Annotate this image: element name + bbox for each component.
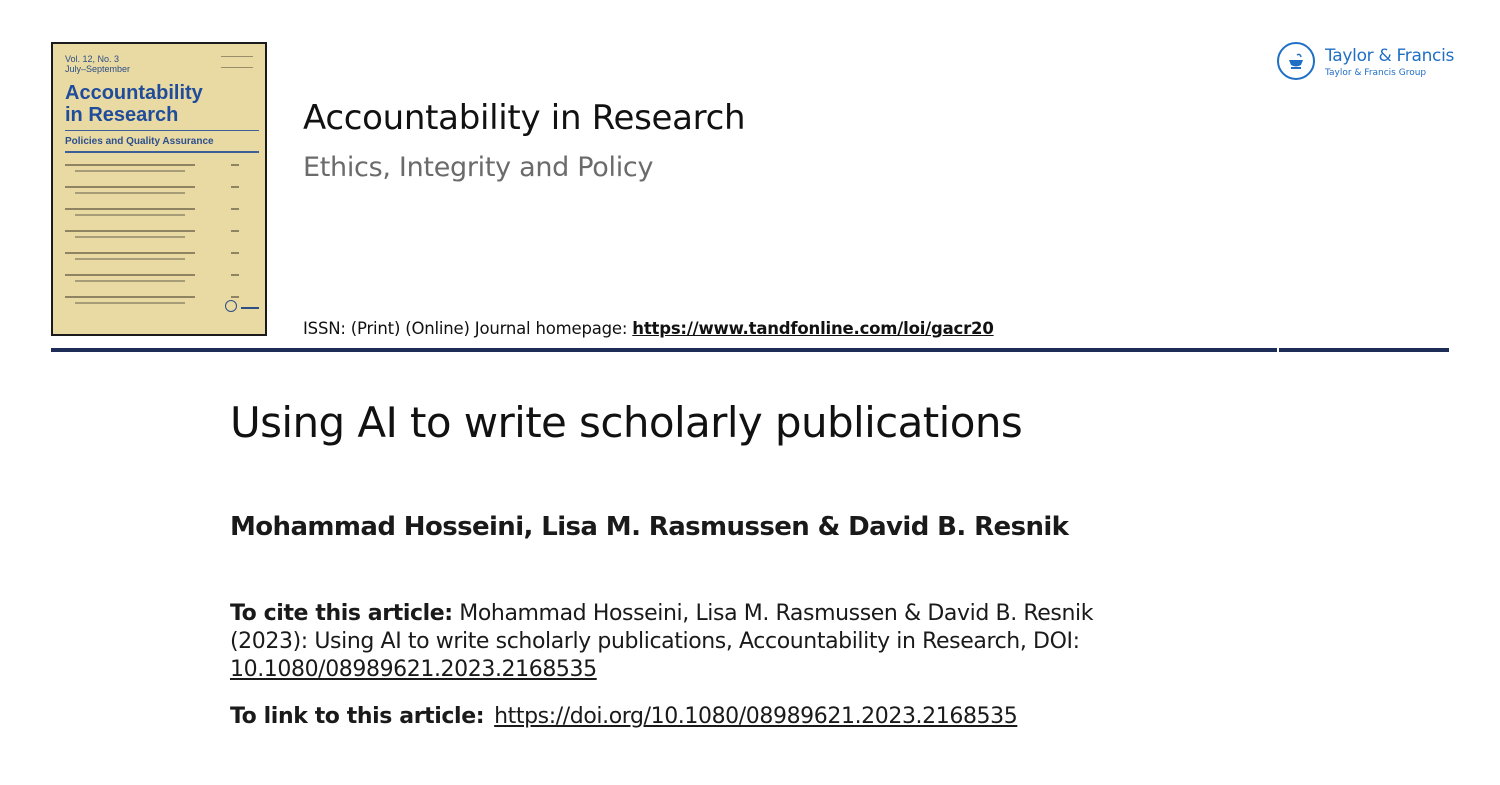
publisher-lamp-icon <box>1277 42 1315 80</box>
cover-rule <box>65 151 259 153</box>
cover-contents-entry <box>65 162 257 181</box>
article-title: Using AI to write scholarly publications <box>230 398 1023 447</box>
publisher-group: Taylor & Francis Group <box>1325 68 1427 78</box>
cover-title-line-2: in Research <box>65 104 179 126</box>
issn-line <box>303 319 994 338</box>
issn-label: ISSN: (Print) (Online) Journal homepage: <box>303 319 633 338</box>
cover-rule <box>65 130 259 131</box>
cover-issue-date: July–September <box>65 64 131 74</box>
cover-meta-lines <box>221 56 253 68</box>
cover-title-line-1: Accountability <box>65 82 203 104</box>
article-link-line <box>230 704 1017 729</box>
article-doi-link[interactable]: https://doi.org/10.1080/08989621.2023.2168535 <box>494 704 1018 729</box>
article-authors: Mohammad Hosseini, Lisa M. Rasmussen & David B. Resnik <box>230 512 1069 542</box>
cover-publisher-icon <box>225 300 237 312</box>
citation-block <box>230 600 1130 684</box>
cover-publisher-mark <box>241 307 259 309</box>
publisher-name: Taylor & Francis <box>1325 46 1455 66</box>
link-label: To link to this article: <box>230 704 485 729</box>
journal-title: Accountability in Research <box>303 98 746 138</box>
cover-contents-entry <box>65 184 257 203</box>
cite-label: To cite this article: <box>230 601 453 626</box>
journal-subtitle: Ethics, Integrity and Policy <box>303 152 654 183</box>
cover-contents-entry <box>65 250 257 269</box>
cover-title <box>65 82 260 126</box>
cite-text: Mohammad Hosseini, Lisa M. Rasmussen & David B. Resnik (2023): Using AI to write scholarly publications, Accountability in Research, DOI: <box>230 601 1094 654</box>
journal-cover <box>51 42 267 336</box>
journal-homepage-link[interactable]: https://www.tandfonline.com/loi/gacr20 <box>632 319 994 338</box>
header-divider-notch <box>1277 348 1279 352</box>
cover-issue <box>65 54 130 74</box>
cover-contents-entry <box>65 272 257 291</box>
cover-contents <box>65 162 257 316</box>
cover-contents-entry <box>65 228 257 247</box>
cite-doi-link[interactable]: 10.1080/08989621.2023.2168535 <box>230 657 597 682</box>
header-divider <box>51 348 1449 352</box>
cover-subtitle: Policies and Quality Assurance <box>65 136 214 147</box>
cover-contents-entry <box>65 206 257 225</box>
cover-issue-line: Vol. 12, No. 3 <box>65 54 120 64</box>
